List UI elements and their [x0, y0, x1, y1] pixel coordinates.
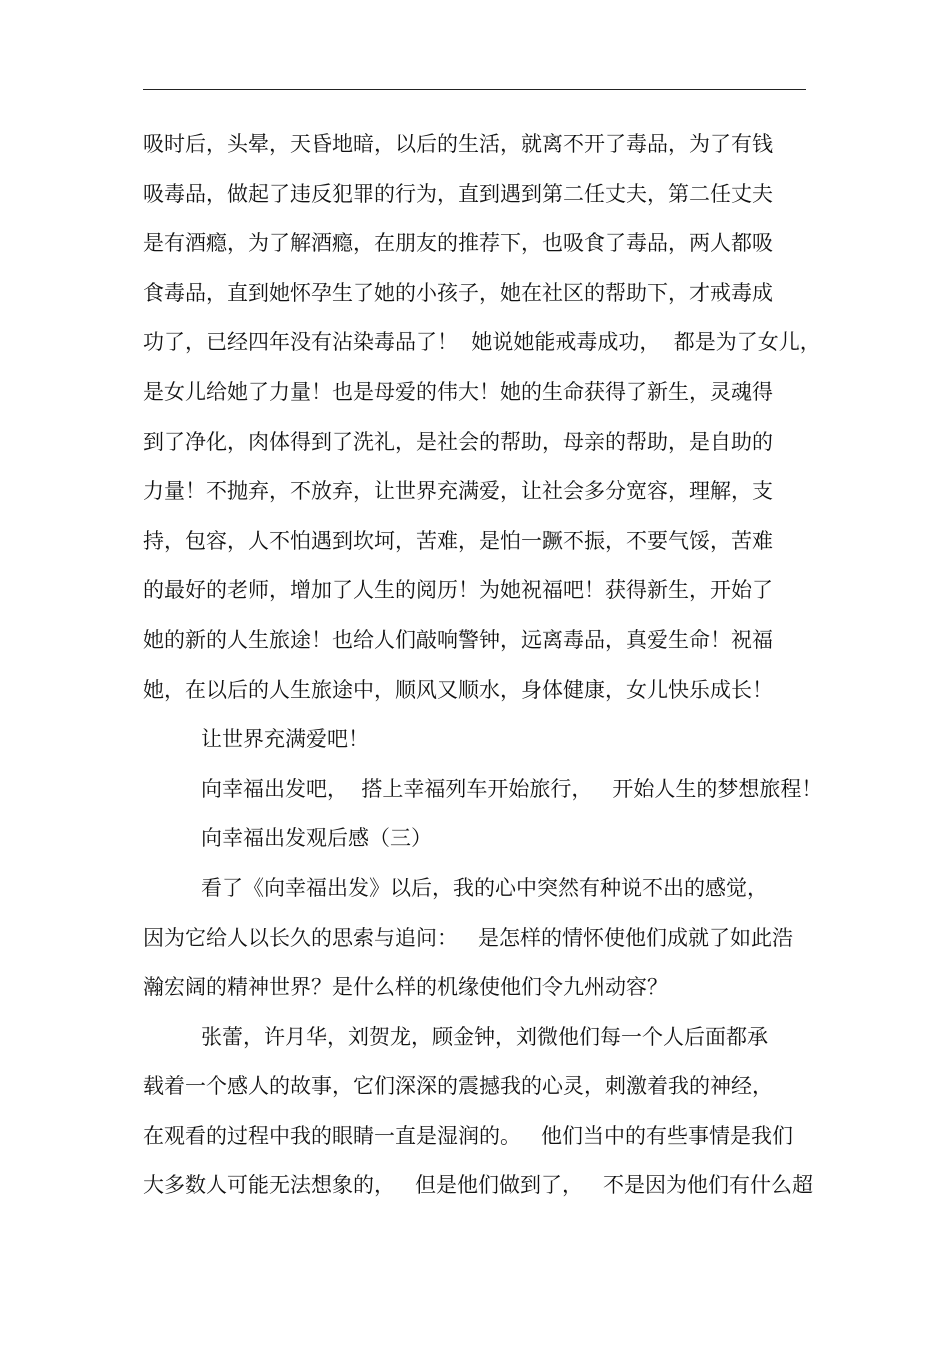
text-line: 她的新的人生旅途！也给人们敲响警钟，远离毒品，真爱生命！祝福: [143, 627, 773, 652]
text-line: 大多数人可能无法想象的， 但是他们做到了， 不是因为他们有什么超: [143, 1173, 814, 1198]
text-line: 是有酒瘾，为了解酒瘾，在朋友的推荐下，也吸食了毒品，两人都吸: [143, 231, 773, 256]
paragraph-line: 向幸福出发吧， 搭上幸福列车开始旅行， 开始人生的梦想旅程！: [201, 776, 823, 801]
header-rule: [143, 89, 806, 90]
text-line: 食毒品，直到她怀孕生了她的小孩子，她在社区的帮助下，才戒毒成: [143, 280, 773, 305]
text-line: 因为它给人以长久的思索与追问： 是怎样的情怀使他们成就了如此浩: [143, 925, 794, 950]
text-line: 力量！不抛弃，不放弃，让世界充满爱，让社会多分宽容，理解，支: [143, 479, 773, 504]
text-line: 功了，已经四年没有沾染毒品了！ 她说她能戒毒成功， 都是为了女儿，: [143, 330, 821, 355]
section-heading: 向幸福出发观后感（三）: [201, 826, 432, 851]
paragraph-line: 看了《向幸福出发》以后，我的心中突然有种说不出的感觉，: [201, 875, 768, 900]
text-line: 吸时后，头晕，天昏地暗，以后的生活，就离不开了毒品，为了有钱: [143, 132, 773, 156]
text-line: 她，在以后的人生旅途中，顺风又顺水，身体健康，女儿快乐成长！: [143, 677, 773, 702]
text-line: 吸毒品，做起了违反犯罪的行为，直到遇到第二任丈夫，第二任丈夫: [143, 181, 773, 206]
text-line: 的最好的老师，增加了人生的阅历！为她祝福吧！获得新生，开始了: [143, 578, 773, 603]
paragraph-line: 张蕾，许月华，刘贺龙，顾金钟，刘微他们每一个人后面都承: [201, 1024, 768, 1049]
text-line: 持，包容，人不怕遇到坎坷，苦难，是怕一蹶不振，不要气馁，苦难: [143, 528, 773, 553]
document-body: [143, 120, 823, 1211]
text-line: 到了净化，肉体得到了洗礼，是社会的帮助，母亲的帮助，是自助的: [143, 429, 773, 454]
text-line: 瀚宏阔的精神世界？是什么样的机缘使他们令九州动容？: [143, 975, 668, 1000]
text-line: 载着一个感人的故事，它们深深的震撼我的心灵，刺激着我的神经，: [143, 1074, 773, 1099]
paragraph-line: 让世界充满爱吧！: [201, 727, 369, 752]
text-line: 在观看的过程中我的眼睛一直是湿润的。 他们当中的有些事情是我们: [143, 1123, 794, 1148]
text-line: 是女儿给她了力量！也是母爱的伟大！她的生命获得了新生，灵魂得: [143, 379, 773, 404]
